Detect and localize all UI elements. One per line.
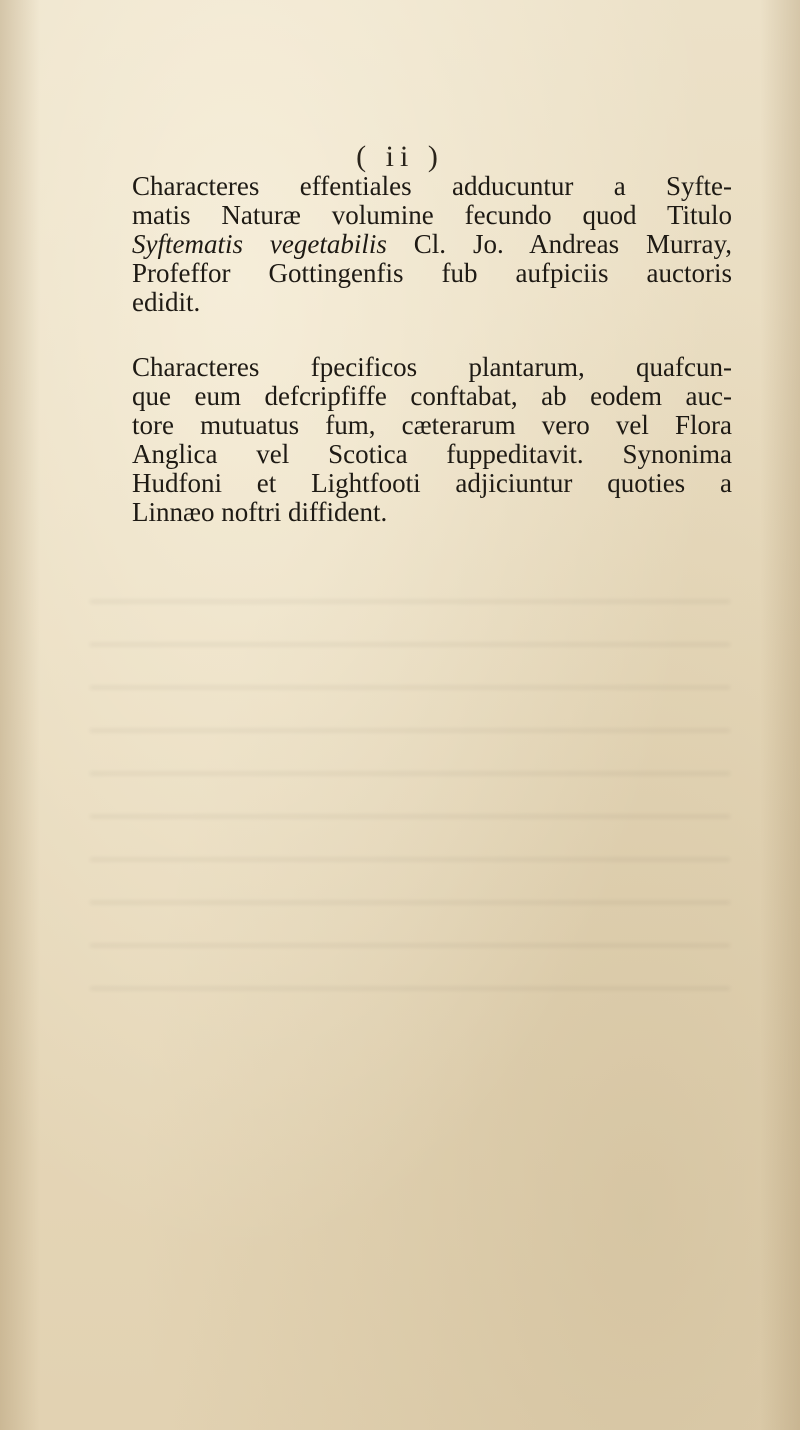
paragraph-1 <box>132 172 732 317</box>
text-line: Characteres fpecificos plantarum, quafcun- <box>132 352 732 382</box>
text-line: matis Naturæ volumine fecundo quod Titulo <box>132 200 732 230</box>
paragraph-2 <box>132 353 732 527</box>
text-line: que eum defcripfiffe conftabat, ab eodem auc- <box>132 381 732 411</box>
text-line: Characteres effentiales adducuntur a Syfte- <box>132 171 732 201</box>
text-line <box>132 230 732 259</box>
text-fragment: Cl. Jo. Andreas Murray, <box>386 229 733 259</box>
text-line: tore mutuatus fum, cæterarum vero vel Flora <box>132 410 732 440</box>
page-edge-shadow-left <box>0 0 40 1430</box>
body-text <box>132 172 732 527</box>
text-line: Profeffor Gottingenfis fub aufpiciis auctoris <box>132 258 732 288</box>
text-line: edidit. <box>132 287 201 317</box>
text-line: Linnæo noftri diffident. <box>132 497 388 527</box>
text-line: Anglica vel Scotica fuppeditavit. Synonima <box>132 439 732 469</box>
text-line: Hudfoni et Lightfooti adjiciuntur quoties a <box>132 468 732 498</box>
page-edge-shadow-right <box>760 0 800 1430</box>
page-number: ( ii ) <box>356 140 444 173</box>
show-through-ink <box>90 600 730 1020</box>
italic-title: Syftematis vegetabilis <box>132 229 387 259</box>
